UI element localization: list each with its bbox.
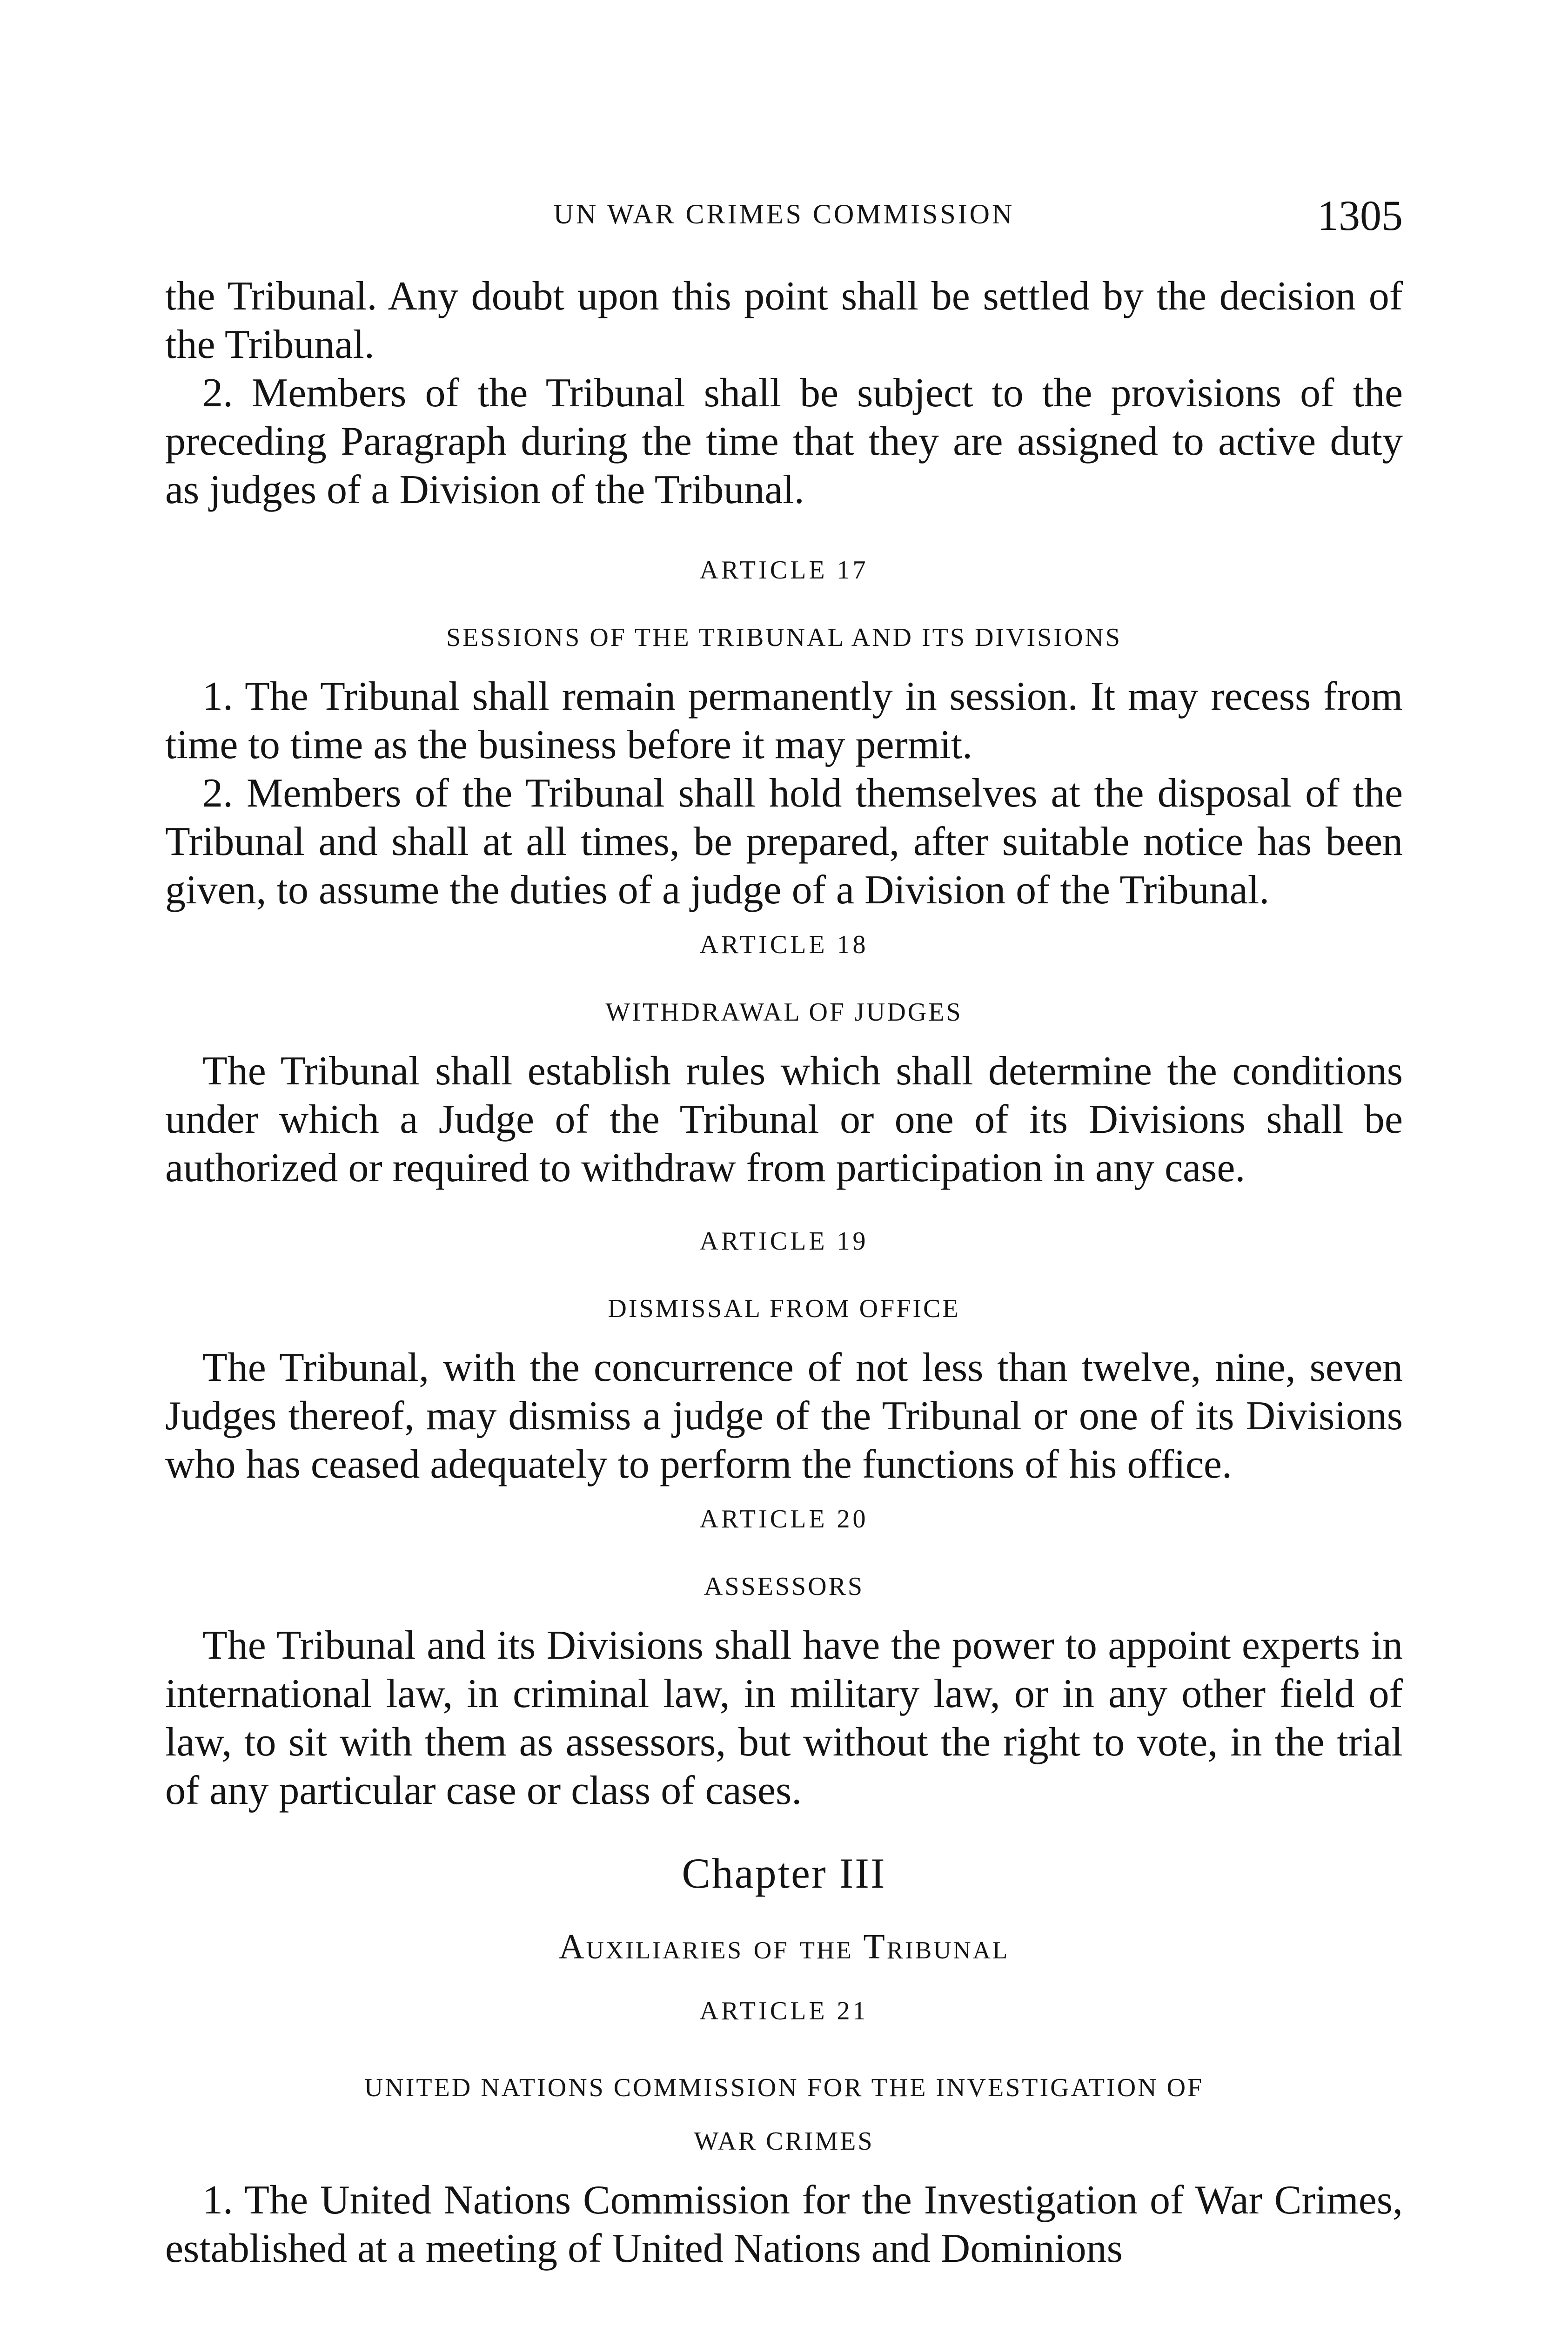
- page-number: 1305: [1317, 192, 1403, 239]
- article19-paragraph-1: The Tribunal, with the concurrence of not less than twelve, nine, seven Judges thereof, may dismiss a judge of the Tribunal or one of its Divisions who has ceased adequately to perform the functions of his office.: [165, 1345, 1403, 1487]
- article16-paragraph-2: 2. Members of the Tribunal shall be subject to the provisions of the preceding Paragraph during the time that they are assigned to active duty as judges of a Division of the Tribunal.: [165, 370, 1403, 512]
- running-head: [165, 191, 1403, 237]
- article21-label: ARTICLE 21: [699, 1997, 869, 2025]
- article16-paragraph-1-continued: the Tribunal. Any doubt upon this point shall be settled by the decision of the Tribunal.: [165, 274, 1403, 367]
- running-title: UN WAR CRIMES COMMISSION: [553, 199, 1015, 229]
- article20-title: ASSESSORS: [704, 1572, 864, 1601]
- article18-label: ARTICLE 18: [699, 930, 869, 959]
- article21-title-line-1: UNITED NATIONS COMMISSION FOR THE INVESTIGATION OF: [364, 2073, 1204, 2102]
- article17-title: SESSIONS OF THE TRIBUNAL AND ITS DIVISIONS: [446, 623, 1122, 652]
- chapter-subtitle: Auxiliaries of the Tribunal: [558, 1927, 1010, 1966]
- article21-paragraph-1: 1. The United Nations Commission for the Investigation of War Crimes, established at a meeting of United Nations and Dominions: [165, 2178, 1403, 2271]
- article18-paragraph-1: The Tribunal shall establish rules which shall determine the conditions under which a Judge of the Tribunal or one of its Divisions shall be authorized or required to withdraw from participation in any case.: [165, 1049, 1403, 1190]
- page-body: [165, 272, 1403, 2273]
- article21-title-line-2: WAR CRIMES: [694, 2127, 874, 2156]
- article17-paragraph-1: 1. The Tribunal shall remain permanently in session. It may recess from time to time as the business before it may permit.: [165, 674, 1403, 767]
- article17-label: ARTICLE 17: [699, 556, 869, 585]
- article19-label: ARTICLE 19: [699, 1227, 869, 1256]
- article19-title: DISMISSAL FROM OFFICE: [608, 1294, 960, 1323]
- document-page: [165, 0, 1403, 2327]
- article18-title: WITHDRAWAL OF JUDGES: [605, 998, 963, 1027]
- article20-label: ARTICLE 20: [699, 1505, 869, 1533]
- article20-paragraph-1: The Tribunal and its Divisions shall have the power to appoint experts in international law, in criminal law, in military law, or in any other field of law, to sit with them as assessors, but without the right to vote, in the trial of any particular case or class of cases.: [165, 1623, 1403, 1813]
- article17-paragraph-2: 2. Members of the Tribunal shall hold themselves at the disposal of the Tribunal and shall at all times, be prepared, after suitable notice has been given, to assume the duties of a judge of a Division of the Tribunal.: [165, 771, 1403, 913]
- chapter-heading: Chapter III: [682, 1849, 886, 1897]
